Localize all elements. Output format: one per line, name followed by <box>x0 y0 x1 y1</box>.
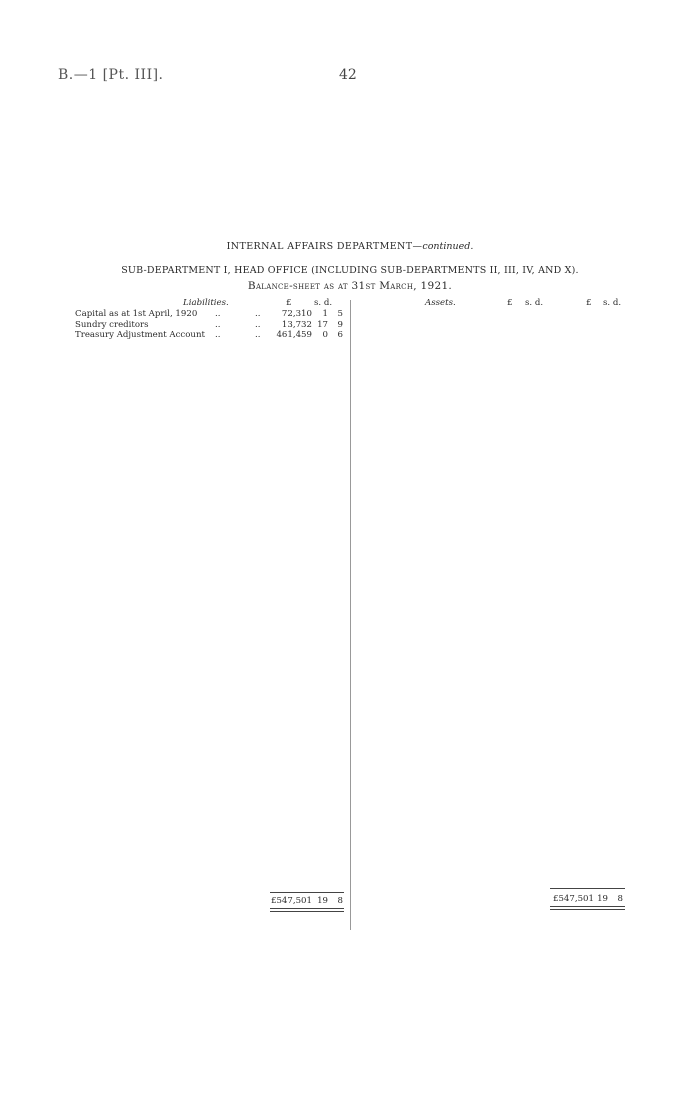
liability-dots-2: .. <box>255 309 261 319</box>
assets-total-rule-top <box>550 888 625 889</box>
continued-note: continued. <box>422 241 474 252</box>
sub-department-title: SUB-DEPARTMENT I, HEAD OFFICE (INCLUDING SUB-DEPARTMENTS II, III, IV, AND X). <box>121 265 579 276</box>
assets-pound-header-2: £ <box>586 298 592 308</box>
liability-dots: .. <box>215 309 221 319</box>
liabilities-total-shillings: 19 <box>317 896 328 906</box>
assets-total-rule-double <box>550 909 625 910</box>
liabilities-total-pence: 8 <box>337 896 343 906</box>
liabilities-heading: Liabilities. <box>183 298 229 308</box>
liability-pounds: 461,459 <box>276 330 312 340</box>
department-title <box>0 241 700 252</box>
document-reference: B.—1 [Pt. III]. <box>58 67 164 83</box>
page-number: 42 <box>339 67 357 83</box>
liability-shillings: 0 <box>322 330 328 340</box>
assets-total-rule <box>550 906 625 907</box>
liability-label: Capital as at 1st April, 1920 <box>75 309 198 319</box>
liability-pence: 9 <box>337 320 343 330</box>
assets-pound-header: £ <box>507 298 513 308</box>
liability-label: Treasury Adjustment Account <box>75 330 205 340</box>
liability-dots: .. <box>215 320 221 330</box>
assets-total-shillings: 19 <box>597 894 608 904</box>
liability-pounds: 13,732 <box>281 320 312 330</box>
assets-total-pounds: £547,501 <box>552 894 594 904</box>
liability-shillings: 1 <box>322 309 328 319</box>
liability-pence: 6 <box>337 330 343 340</box>
centre-divider <box>350 300 351 930</box>
liability-shillings: 17 <box>317 320 328 330</box>
liability-pence: 5 <box>337 309 343 319</box>
liabilities-total-rule-double <box>270 911 344 912</box>
assets-total-pence: 8 <box>617 894 623 904</box>
liabilities-total-rule <box>270 908 344 909</box>
liability-dots-2: .. <box>255 330 261 340</box>
liabilities-sd-header: s. d. <box>314 298 333 308</box>
liabilities-pound-header: £ <box>286 298 292 308</box>
balance-sheet-heading: Balance-sheet as at 31st March, 1921. <box>247 280 453 292</box>
liabilities-total-rule-top <box>270 892 344 893</box>
liability-dots: .. <box>215 330 221 340</box>
assets-sd-header: s. d. <box>525 298 544 308</box>
liability-label: Sundry creditors <box>75 320 149 330</box>
liability-dots-2: .. <box>255 320 261 330</box>
liability-pounds: 72,310 <box>281 309 312 319</box>
assets-sd-header-2: s. d. <box>603 298 622 308</box>
department-name: INTERNAL AFFAIRS DEPARTMENT— <box>226 241 423 252</box>
liabilities-total-pounds: £547,501 <box>270 896 312 906</box>
assets-heading: Assets. <box>425 298 456 308</box>
